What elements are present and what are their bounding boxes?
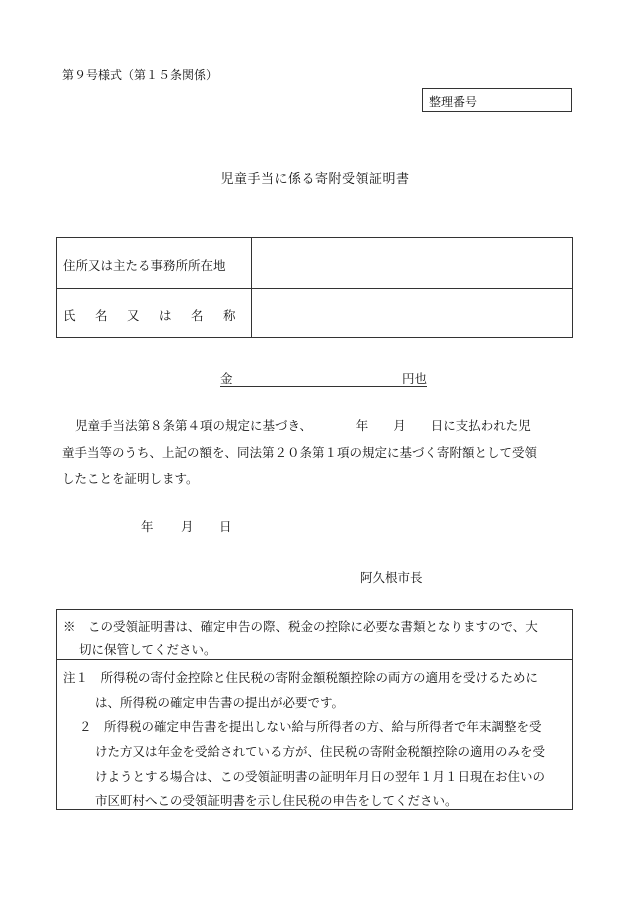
note-1-line-1: 注１ 所得税の寄付金控除と住民税の寄附金額税額控除の両方の適用を受けるために [63, 670, 539, 685]
name-label: 氏名又は名称 [63, 308, 256, 323]
name-label-cell [57, 288, 256, 338]
note-2-line-4: 市区町村へこの受領証明書を示し住民税の申告をしてください。 [95, 793, 458, 808]
notice-line-2: 切に保管してください。 [79, 642, 217, 657]
notice-line-1: ※ この受領証明書は、確定申告の際、税金の控除に必要な書類となりますので、大 [63, 619, 538, 634]
name-row [57, 288, 572, 338]
document-title: 児童手当に係る寄附受領証明書 [220, 172, 410, 187]
reference-number-label: 整理番号 [429, 95, 478, 109]
issuer-name: 阿久根市長 [360, 570, 423, 585]
body-text-line-2: 童手当等のうち、上記の額を、同法第２０条第１項の規定に基づく寄附額として受領 [62, 445, 538, 460]
date-year: 年 [141, 519, 154, 534]
notice-divider [57, 659, 572, 660]
body-text-line-1: 児童手当法第８条第４項の規定に基づき、 年 月 日に支払われた児 [75, 418, 531, 433]
body-text-line-3: したことを証明します。 [62, 471, 199, 486]
note-1-line-2: は、所得税の確定申告書の提出が必要です。 [95, 695, 345, 710]
notice-box [56, 609, 573, 810]
form-number: 第９号様式（第１５条関係） [62, 68, 219, 82]
note-2-line-3: けようとする場合は、この受領証明書の証明年月日の翌年１月１日現在お住いの [95, 769, 546, 784]
note-2-line-2: けた方又は年金を受給されている方が、住民税の寄附金税額控除の適用のみを受 [95, 744, 546, 759]
name-value-cell [252, 288, 572, 338]
info-table [56, 237, 573, 338]
address-row [57, 238, 572, 289]
date-month: 月 [181, 519, 194, 534]
amount-suffix: 円也 [401, 371, 427, 386]
date-day: 日 [219, 519, 232, 534]
amount-prefix: 金 [220, 371, 233, 386]
amount-line [220, 369, 427, 387]
note-2-line-1: ２ 所得税の確定申告書を提出しない給与所得者の方、給与所得者で年末調整を受 [79, 719, 542, 734]
address-value-cell [252, 238, 572, 288]
reference-number-box [422, 88, 572, 112]
address-label-cell [57, 238, 252, 288]
address-label: 住所又は主たる事務所所在地 [63, 258, 226, 273]
